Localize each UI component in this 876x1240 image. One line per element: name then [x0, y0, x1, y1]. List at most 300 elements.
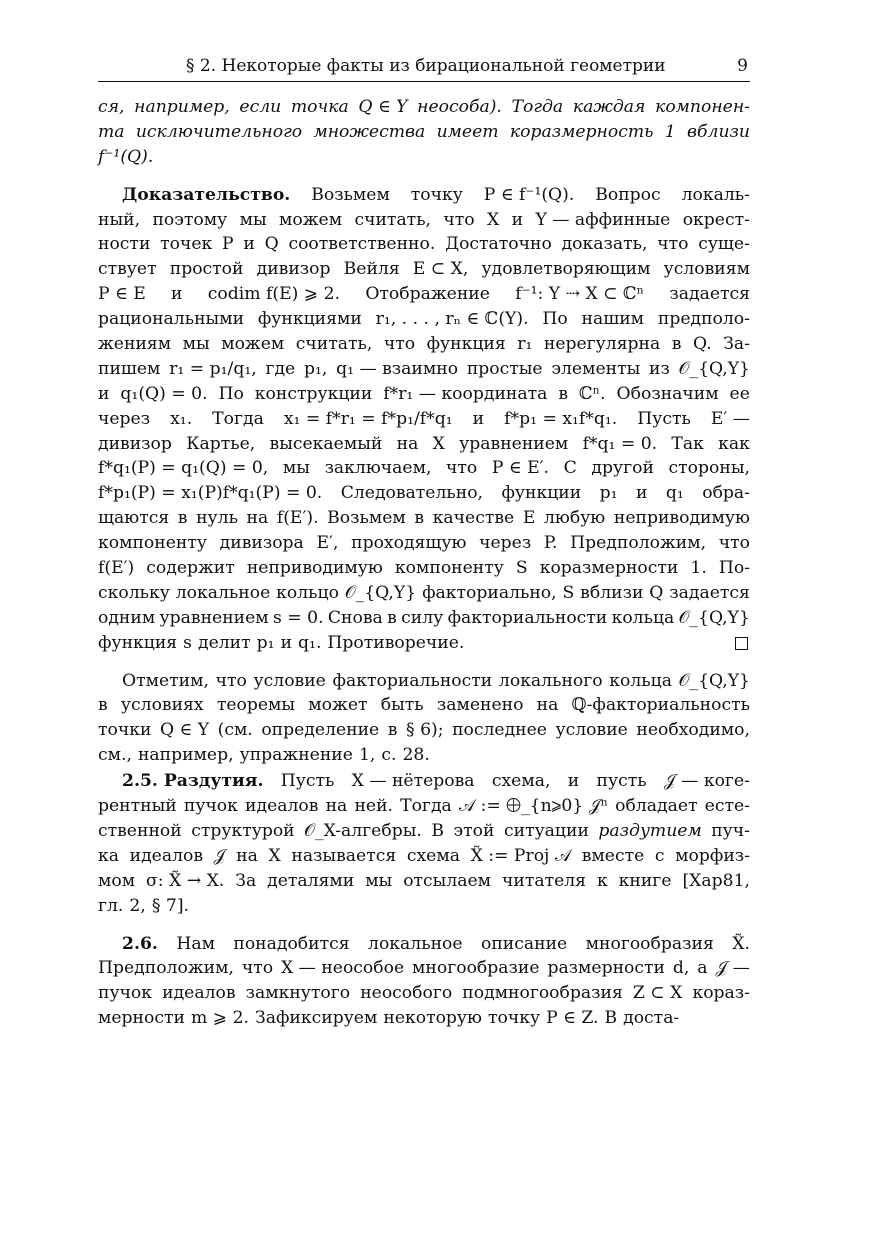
- word: r₁: [517, 334, 533, 355]
- word: функциями: [257, 309, 362, 330]
- word: f*q₁ = 0.: [582, 433, 658, 454]
- word: компонен-: [655, 97, 750, 117]
- paragraph: [98, 769, 750, 918]
- word: считать,: [295, 334, 373, 355]
- word: Зафиксируем: [255, 1008, 378, 1029]
- text-line: [98, 307, 750, 332]
- word: предполо-: [657, 309, 750, 330]
- word: мы: [282, 458, 310, 479]
- word: Q: [264, 234, 279, 255]
- word: на: [536, 695, 559, 716]
- word: на: [396, 433, 419, 454]
- text-line: [98, 581, 750, 606]
- word: f(E′): [98, 558, 135, 579]
- word: как: [718, 433, 750, 454]
- word: и: [635, 483, 648, 504]
- word: коразмерность: [509, 121, 654, 142]
- word: многообразие: [412, 958, 540, 979]
- word: По: [218, 383, 244, 404]
- word: P ∈ E′.: [491, 458, 550, 479]
- word: s: [183, 632, 192, 653]
- paragraph-lead: Доказательство.: [122, 184, 291, 205]
- word: деталями: [267, 870, 355, 891]
- text-line: [98, 631, 750, 656]
- word: Возьмем: [327, 508, 406, 529]
- word: Следовательно,: [340, 483, 484, 504]
- word: [Хар81,: [682, 870, 750, 891]
- word: 𝒪_X-алгебры.: [304, 820, 422, 841]
- word: q₁(Q) = 0.: [120, 383, 208, 404]
- text-line: [98, 481, 750, 506]
- text-line: [98, 981, 750, 1006]
- word: 𝒥: [213, 845, 226, 866]
- word: ℚ-факториальность: [571, 695, 750, 716]
- text-line: [98, 382, 750, 407]
- text-line: [98, 232, 750, 257]
- word: схема: [406, 845, 460, 866]
- word: Q ∈ Y: [358, 97, 408, 117]
- word: ℂⁿ.: [578, 383, 606, 404]
- word: факториально,: [422, 582, 557, 603]
- word: щаются: [98, 508, 170, 529]
- word: в: [177, 508, 188, 529]
- word: суще-: [698, 234, 750, 255]
- word: что: [718, 533, 750, 554]
- word: Q.: [692, 334, 712, 355]
- word: мы: [239, 209, 267, 230]
- word: компоненту: [394, 558, 504, 579]
- word: Q: [649, 582, 664, 603]
- word: через: [479, 533, 532, 554]
- word: проходящую: [351, 533, 467, 554]
- word: x₁ = f*r₁ = f*p₁/f*q₁: [283, 408, 453, 429]
- paragraph: [98, 669, 750, 769]
- word: каждая: [572, 97, 646, 117]
- text-line: [98, 819, 750, 844]
- word: Пусть: [637, 408, 691, 429]
- text-line: [98, 282, 750, 307]
- word: f⁻¹: Y ⇢ X ⊂ ℂⁿ: [515, 284, 645, 305]
- word: заменено: [436, 695, 524, 716]
- word: стороны,: [668, 458, 750, 479]
- text-line: [98, 257, 750, 282]
- word: ней.: [354, 796, 393, 817]
- word: и: [98, 383, 110, 404]
- word: с: [654, 845, 665, 866]
- word: конструкции: [254, 383, 373, 404]
- word: f*p₁(P) = x₁(P)f*q₁(P) = 0.: [98, 483, 323, 504]
- word: коразмерности: [539, 558, 679, 579]
- word: морфиз-: [675, 845, 750, 866]
- word: ный,: [98, 209, 141, 230]
- word: можем: [221, 334, 285, 355]
- word: одним: [98, 607, 156, 628]
- word: 𝒪_{Q,Y}: [678, 607, 750, 628]
- word: § 7].: [151, 895, 189, 916]
- text-line: [98, 145, 750, 170]
- word: понадобится: [233, 933, 350, 954]
- word: P ∈ E: [98, 284, 146, 305]
- word: X̃.: [732, 933, 750, 954]
- word: соответственно.: [288, 234, 436, 255]
- word: быть: [380, 695, 424, 716]
- word: на: [246, 508, 269, 529]
- word: f(E′).: [276, 508, 319, 529]
- word: многообразия: [585, 933, 714, 954]
- word: пусть: [596, 771, 647, 792]
- word: кольца: [609, 670, 672, 691]
- word: функции: [501, 483, 582, 504]
- word: S: [515, 558, 528, 579]
- word: Отметим,: [122, 670, 209, 691]
- text-line: [98, 718, 750, 743]
- word: мы: [182, 334, 210, 355]
- text-line: [98, 956, 750, 981]
- word: что: [446, 458, 478, 479]
- word: и: [280, 632, 293, 653]
- text-line: [98, 95, 750, 120]
- word: Вейля: [343, 259, 400, 280]
- word: идеалов: [162, 983, 236, 1004]
- word: условие: [555, 720, 628, 741]
- word: Нам: [176, 933, 215, 954]
- word: p₁: [256, 632, 275, 653]
- text-line: [98, 407, 750, 432]
- page-body: [98, 95, 750, 1031]
- word: и: [171, 284, 183, 305]
- word: P ∈ Z.: [546, 1008, 599, 1029]
- word: на: [325, 796, 348, 817]
- word: Тогда: [212, 408, 264, 429]
- page-number: 9: [737, 56, 748, 76]
- qed-square-icon: [735, 637, 748, 650]
- word: пучок: [183, 796, 238, 817]
- word: условиям: [663, 259, 750, 280]
- word: в: [387, 720, 398, 741]
- word: P: [222, 234, 234, 255]
- word: функция: [426, 334, 506, 355]
- word: p₁,: [303, 358, 328, 379]
- word: кораз-: [692, 983, 750, 1004]
- text-line: [98, 693, 750, 718]
- text-line: [98, 1006, 750, 1031]
- word: подмногообразия: [462, 983, 623, 1004]
- word: считать,: [354, 209, 432, 230]
- word: схема,: [491, 771, 551, 792]
- word: если: [239, 97, 282, 117]
- word: мерности: [98, 1008, 185, 1029]
- word: 𝒥 — коге-: [663, 771, 750, 792]
- word: § 6);: [406, 720, 444, 741]
- word: локального: [498, 670, 603, 691]
- word: через: [98, 408, 151, 429]
- text-line: [98, 432, 750, 457]
- word: есте-: [704, 796, 750, 817]
- word: идеалов: [129, 845, 204, 866]
- word: точку: [410, 184, 463, 205]
- word: codim f(E) ⩾ 2.: [207, 284, 341, 305]
- word: локаль-: [681, 184, 750, 205]
- paragraph: [98, 95, 750, 170]
- word: нуль: [196, 508, 238, 529]
- word: Снова: [327, 607, 383, 628]
- word: дивизора: [219, 533, 304, 554]
- word: описание: [480, 933, 568, 954]
- paragraph-lead: 2.5. Раздутия.: [122, 771, 264, 792]
- word: Z ⊂ X: [632, 983, 683, 1004]
- word: мы: [365, 870, 393, 891]
- word: кольцо: [276, 582, 339, 603]
- word: упражнение: [239, 745, 353, 766]
- word: содержит: [146, 558, 235, 579]
- word: множества: [313, 121, 426, 142]
- word: В: [431, 820, 444, 841]
- word: 1.: [690, 558, 707, 579]
- text-line: [98, 606, 750, 631]
- word: Q ∈ Y: [159, 720, 210, 741]
- text-line: [98, 456, 750, 481]
- word: 28.: [402, 745, 430, 766]
- word: уравнением: [459, 433, 569, 454]
- word: мом: [98, 870, 136, 891]
- word: где: [265, 358, 296, 379]
- word: компоненту: [98, 533, 207, 554]
- word: и: [567, 771, 580, 792]
- word: точек: [160, 234, 213, 255]
- word: С: [563, 458, 577, 479]
- word: называется: [291, 845, 397, 866]
- word: P.: [543, 533, 558, 554]
- word: в: [98, 695, 108, 716]
- word: уравнением: [159, 607, 269, 628]
- word: гл.: [98, 895, 124, 916]
- word: точка: [290, 97, 349, 117]
- word: и: [511, 209, 524, 230]
- word: Предположим,: [98, 958, 234, 979]
- running-header: [98, 54, 750, 82]
- word: условие: [253, 670, 326, 691]
- word: 𝒥 —: [715, 958, 750, 979]
- word: скольку: [98, 582, 170, 603]
- word: E′ —: [710, 408, 750, 429]
- word: точки: [98, 720, 152, 741]
- text-line: [98, 556, 750, 581]
- word: что: [443, 209, 475, 230]
- word: неприводимую: [613, 508, 750, 529]
- word: читателя: [502, 870, 587, 891]
- word: окрест-: [682, 209, 750, 230]
- word: 1: [664, 121, 676, 142]
- word: локальное: [368, 933, 463, 954]
- word: P ∈ f⁻¹(Q).: [483, 184, 575, 205]
- word: X — нётерова: [351, 771, 475, 792]
- word: в: [387, 607, 397, 628]
- word: 𝒪_{Q,Y}: [678, 670, 750, 691]
- word: вблизи: [687, 121, 750, 142]
- paragraph: [98, 183, 750, 656]
- paragraph-lead: 2.6.: [122, 933, 158, 954]
- word: неприводимую: [246, 558, 383, 579]
- word: последнее: [452, 720, 547, 741]
- word: см.,: [98, 745, 132, 766]
- word: неособа).: [417, 97, 502, 117]
- word: r₁, . . . , rₙ ∈ ℂ(Y).: [375, 309, 529, 330]
- word: например,: [134, 97, 230, 117]
- word: X: [432, 433, 445, 454]
- word: Возьмем: [311, 184, 390, 205]
- word: S: [562, 582, 575, 603]
- word: функция: [98, 632, 178, 653]
- word: рентный: [98, 796, 177, 817]
- word: неособого: [360, 983, 453, 1004]
- word: 𝒪_{Q,Y}: [344, 582, 417, 603]
- word: 2,: [129, 895, 146, 916]
- word: ка: [98, 845, 119, 866]
- word: простые: [466, 358, 543, 379]
- word: этой: [453, 820, 495, 841]
- word: 1,: [358, 745, 376, 766]
- word: доста-: [623, 1008, 680, 1029]
- word: X — неособое: [280, 958, 405, 979]
- word: Y — аффинные: [535, 209, 671, 230]
- word: определение: [261, 720, 380, 741]
- word: точку: [488, 1008, 541, 1029]
- word: E: [522, 508, 536, 529]
- word: обра-: [702, 483, 750, 504]
- word: По-: [718, 558, 750, 579]
- word: задается: [669, 284, 750, 305]
- word: 𝒜 := ⨁_{n⩾0} 𝒥ⁿ: [458, 796, 609, 817]
- word: условиях: [120, 695, 204, 716]
- word: σ: X̃ → X.: [146, 870, 225, 891]
- word: f*p₁ = x₁f*q₁.: [504, 408, 618, 429]
- word: x₁.: [170, 408, 193, 429]
- book-page: [98, 54, 750, 1031]
- word: может: [308, 695, 368, 716]
- word: дивизор: [98, 433, 172, 454]
- word: r₁ = p₁/q₁,: [169, 358, 257, 379]
- word: p₁: [599, 483, 618, 504]
- word: размерности: [547, 958, 665, 979]
- word: пишем: [98, 358, 161, 379]
- word: что: [383, 334, 416, 355]
- word: качестве: [432, 508, 515, 529]
- text-line: [98, 208, 750, 233]
- word: ситуации: [503, 820, 589, 841]
- word: В: [604, 1008, 618, 1029]
- text-line: [98, 332, 750, 357]
- word: q₁ — взаимно: [336, 358, 459, 379]
- word: 𝒪_{Q,Y}: [678, 358, 750, 379]
- word: в: [558, 383, 569, 404]
- word: ее: [729, 383, 750, 404]
- running-title: § 2. Некоторые факты из бирациональной геометрии: [186, 56, 666, 76]
- word: в: [671, 334, 682, 355]
- word: элементы: [551, 358, 641, 379]
- word: что: [241, 958, 274, 979]
- text-line: [98, 769, 750, 794]
- word: f*q₁(P) = q₁(Q) = 0,: [98, 458, 269, 479]
- word: E′,: [316, 533, 339, 554]
- word: поэтому: [152, 209, 228, 230]
- word: раздутием: [598, 820, 702, 841]
- word: та: [98, 121, 125, 142]
- word: Противоречие.: [327, 632, 465, 653]
- word: Отображение: [365, 284, 490, 305]
- word: E ⊂ X,: [412, 259, 469, 280]
- word: Предположим,: [570, 533, 707, 554]
- word: За-: [723, 334, 750, 355]
- word: что: [215, 670, 247, 691]
- word: делит: [197, 632, 251, 653]
- word: можем: [279, 209, 343, 230]
- word: факториальности: [447, 607, 608, 628]
- word: на: [236, 845, 258, 866]
- word: X: [268, 845, 281, 866]
- word: m ⩾ 2.: [190, 1008, 249, 1029]
- word: необходимо,: [636, 720, 750, 741]
- word: идеалов: [245, 796, 319, 817]
- word: силу: [401, 607, 444, 628]
- text-line: [98, 844, 750, 869]
- word: вместе: [581, 845, 645, 866]
- word: дивизор: [256, 259, 331, 280]
- word: простой: [169, 259, 244, 280]
- word: q₁: [665, 483, 684, 504]
- text-line: [98, 669, 750, 694]
- word: Пусть: [280, 771, 335, 792]
- word: например,: [137, 745, 234, 766]
- word: замкнутого: [245, 983, 351, 1004]
- word: ствует: [98, 259, 157, 280]
- word: ности: [98, 234, 151, 255]
- word: факториальности: [332, 670, 493, 691]
- word: f*r₁ — координата: [383, 383, 548, 404]
- word: теоремы: [216, 695, 296, 716]
- word: Обозначим: [616, 383, 719, 404]
- word: Картье,: [186, 433, 256, 454]
- word: в: [414, 508, 425, 529]
- word: имеет: [436, 121, 499, 142]
- text-line: [98, 357, 750, 382]
- word: ственной: [98, 820, 182, 841]
- word: ся,: [98, 97, 125, 117]
- word: удовлетворяющим: [481, 259, 651, 280]
- word: кольца: [611, 607, 675, 628]
- word: задается: [669, 582, 750, 603]
- word: X̃ := Proj 𝒜: [470, 845, 572, 866]
- word: За: [235, 870, 257, 891]
- paragraph: [98, 932, 750, 1032]
- word: пучок: [98, 983, 153, 1004]
- word: с.: [381, 745, 397, 766]
- word: любую: [543, 508, 606, 529]
- word: жениям: [98, 334, 172, 355]
- word: обладает: [615, 796, 698, 817]
- word: исключительного: [135, 121, 303, 142]
- word: (см.: [217, 720, 253, 741]
- word: Вопрос: [595, 184, 661, 205]
- text-line: [98, 743, 750, 768]
- word: вблизи: [580, 582, 644, 603]
- word: Тогда: [511, 97, 564, 117]
- text-line: [98, 120, 750, 145]
- word: По: [542, 309, 568, 330]
- word: рациональными: [98, 309, 245, 330]
- word: Достаточно: [445, 234, 552, 255]
- word: и: [243, 234, 255, 255]
- word: q₁.: [298, 632, 322, 653]
